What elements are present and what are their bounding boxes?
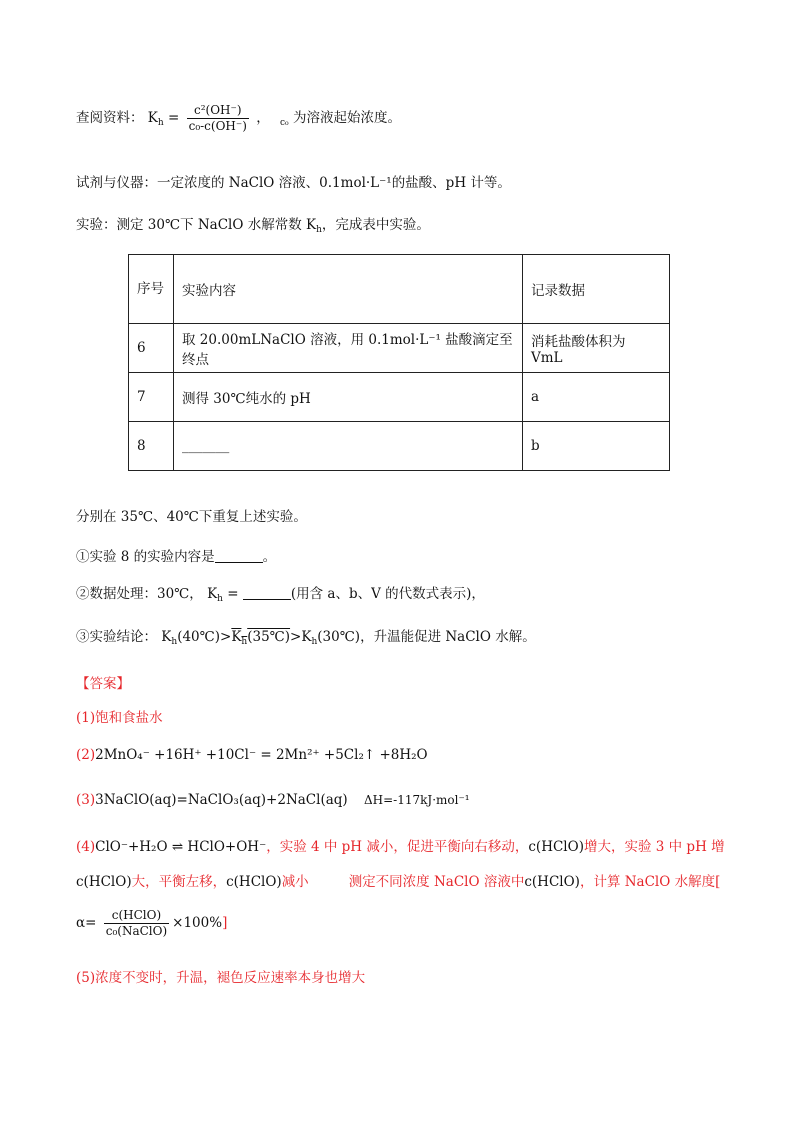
answer-4-text-6: ，计算 NaClO 水解度[ xyxy=(579,874,721,890)
answer-1: (1)饱和食盐水 xyxy=(76,710,163,726)
q1-text: ①实验 8 的实验内容是 xyxy=(76,549,215,565)
alpha-numerator: c(HClO) xyxy=(104,908,169,924)
answer-4-line-1 xyxy=(76,836,725,858)
table-row xyxy=(129,373,670,422)
experiment-line xyxy=(76,214,430,241)
repeat-line: 分别在 35℃、40℃下重复上述实验。 xyxy=(76,509,307,525)
experiment-table xyxy=(128,254,670,471)
row-content: _______ xyxy=(174,422,523,471)
q1-end: 。 xyxy=(262,549,277,565)
experiment-text-b: ，完成表中实验。 xyxy=(321,217,430,233)
answer-blank xyxy=(215,548,263,563)
alpha-fraction xyxy=(104,908,169,939)
answer-4-line-3 xyxy=(76,908,227,939)
header-seq: 序号 xyxy=(129,255,174,324)
reagents-text-b: 的盐酸、pH 计等。 xyxy=(391,175,511,191)
gt-sign: > xyxy=(290,629,302,645)
row-data: a xyxy=(523,373,670,422)
answer-5: (5)浓度不变时，升温，褪色反应速率本身也增大 xyxy=(76,970,366,986)
row-content: 测得 30℃纯水的 pH xyxy=(174,373,523,422)
equals-sign: = xyxy=(167,110,180,126)
kh-35: $K_h(35℃)$ xyxy=(231,629,291,647)
header-data: 记录数据 xyxy=(523,255,670,324)
kh-formula-fraction xyxy=(187,103,249,134)
answer-4-number: (4) xyxy=(76,839,96,855)
kh-40: $K_h(40℃)$ xyxy=(161,629,221,647)
answer-4-text-1: ，实验 4 中 pH 减小，促进平衡向右移动， xyxy=(266,839,529,855)
answer-4-text-4: 减小 xyxy=(281,874,309,890)
q3-text: ③实验结论： xyxy=(76,629,157,645)
header-content: 实验内容 xyxy=(174,255,523,324)
table-header-row xyxy=(129,255,670,324)
answer-3-number: (3) xyxy=(76,792,96,808)
question-3 xyxy=(76,626,536,653)
row-no: 8 xyxy=(129,422,174,471)
answer-4-equation: ClO⁻+H₂O ⇌ HClO+OH⁻ xyxy=(95,839,267,855)
q3-end: ，升温能促进 NaClO 水解。 xyxy=(360,629,536,645)
question-1 xyxy=(76,546,276,568)
answer-3 xyxy=(76,789,470,811)
reference-prefix: 查阅资料： xyxy=(76,110,144,126)
row-no: 6 xyxy=(129,324,174,373)
q2-end: (用含 a、b、V 的代数式表示)， xyxy=(290,586,485,602)
answer-4-text-5: 测定不同浓度 NaClO 溶液中 xyxy=(348,874,525,890)
alpha-percent: ×100% xyxy=(172,915,223,931)
reagents-line xyxy=(76,172,511,194)
row-data: 消耗盐酸体积为 VmL xyxy=(523,324,670,373)
gt-sign: > xyxy=(220,629,232,645)
table-row xyxy=(129,324,670,373)
kh-symbol: $K_h$ xyxy=(306,217,322,235)
equals-sign: = xyxy=(227,586,239,602)
answer-4-conc-4: c(HClO) xyxy=(524,874,580,890)
bracket-close: ] xyxy=(222,915,228,931)
q2-text: ②数据处理：30℃， xyxy=(76,586,203,602)
alpha-denominator: c₀(NaClO) xyxy=(105,924,168,938)
comma: ， xyxy=(256,110,270,126)
reference-suffix: 为溶液起始浓度。 xyxy=(292,110,401,126)
answer-2 xyxy=(76,744,428,766)
alpha-symbol: α= xyxy=(76,915,97,931)
question-2 xyxy=(76,583,485,610)
answer-4-line-2 xyxy=(76,871,720,893)
answer-2-number: (2) xyxy=(76,747,96,763)
answer-2-equation: 2MnO₄⁻ +16H⁺ +10Cl⁻ = 2Mn²⁺ +5Cl₂↑ +8H₂O xyxy=(95,747,428,763)
answer-4-conc-1: c(HClO) xyxy=(528,839,584,855)
table-row xyxy=(129,422,670,471)
answer-label: 【答案】 xyxy=(76,676,130,692)
row-no: 7 xyxy=(129,373,174,422)
reference-line xyxy=(76,103,401,134)
reagents-text-a: 试剂与仪器：一定浓度的 NaClO 溶液、 xyxy=(76,175,320,191)
answer-4-conc-3: c(HClO) xyxy=(226,874,282,890)
row-data: b xyxy=(523,422,670,471)
answer-3-equation: 3NaClO(aq)=NaClO₃(aq)+2NaCl(aq) xyxy=(95,792,348,808)
experiment-text-a: 实验：测定 30℃下 NaClO 水解常数 xyxy=(76,217,302,233)
answer-4-conc-2: c(HClO) xyxy=(76,874,132,890)
kh-denominator: c₀-c(OH⁻) xyxy=(188,119,247,133)
kh-numerator: c²(OH⁻) xyxy=(187,103,249,119)
answer-4-text-3: 大，平衡左移， xyxy=(131,874,227,890)
answer-3-enthalpy: ΔH=-117kJ·mol⁻¹ xyxy=(363,793,470,807)
kh-symbol: $K_h$ xyxy=(147,110,164,128)
c0-symbol: c₀ xyxy=(280,118,289,128)
answer-blank xyxy=(243,585,291,600)
row-content: 取 20.00mLNaClO 溶液，用 0.1mol·L⁻¹ 盐酸滴定至终点 xyxy=(174,324,523,373)
answer-4-text-2: 增大，实验 3 中 pH 增 xyxy=(583,839,725,855)
kh-symbol: $K_h$ xyxy=(207,586,223,604)
kh-30: $K_h(30℃)$ xyxy=(301,629,361,647)
hcl-concentration: 0.1mol·L⁻¹ xyxy=(319,175,392,191)
